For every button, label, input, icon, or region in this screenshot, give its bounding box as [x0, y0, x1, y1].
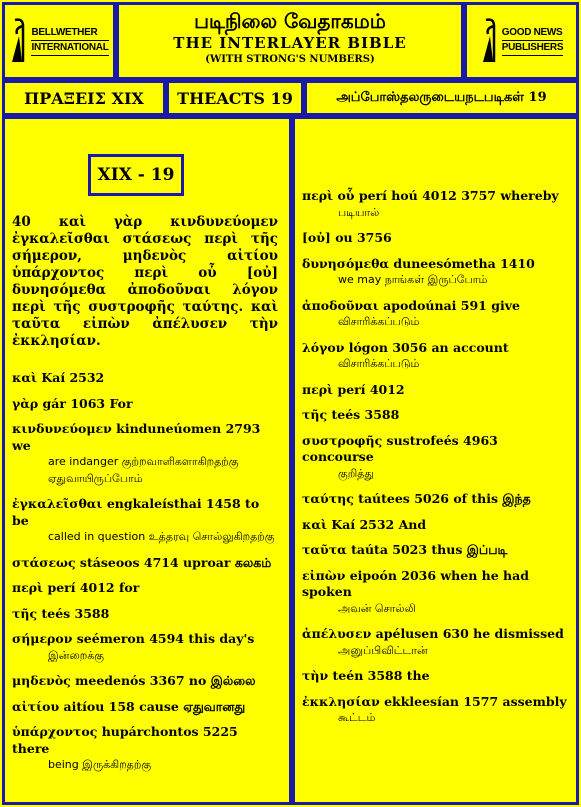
entry-line1: μηδενὸς meedenós 3367 no இல்லை — [12, 673, 256, 688]
title-english: THE INTERLAYER BIBLE — [173, 34, 407, 52]
entry-line1: τῆς teés 3588 — [302, 407, 400, 422]
book-greek: ΠΡΑΞΕΙΣ XIX — [2, 80, 166, 116]
word-entry — [12, 724, 278, 774]
entry-line1: στάσεως stáseoos 4714 uproar கலகம் — [12, 554, 272, 570]
word-entry — [12, 421, 278, 487]
entry-line1: [οὐ] ou 3756 — [302, 230, 392, 245]
entry-line2: விசாரிக்கப்படும் — [338, 357, 420, 370]
entry-line2: being இருக்கிறதற்கு — [48, 758, 152, 771]
entry-line1: τῆς teés 3588 — [12, 605, 110, 621]
word-entry — [302, 188, 568, 221]
right-logo-line1: GOOD NEWS — [502, 26, 563, 41]
entry-line1: καὶ Kaí 2532 — [12, 370, 105, 385]
word-entry — [302, 517, 568, 534]
entry-line2: we may நாங்கள் இருப்போம் — [338, 273, 488, 286]
entry-line1: λόγον lógon 3056 an account — [302, 339, 509, 355]
entry-line1: περὶ perí 4012 for — [12, 580, 140, 595]
word-entry — [302, 382, 568, 399]
word-entry — [12, 555, 278, 572]
word-entry — [12, 396, 278, 413]
entry-line1: κινδυνεύομεν kinduneúomen 2793 we — [12, 421, 261, 453]
entry-line2: called in question உத்தரவு சொல்லுகிறதற்கு — [48, 530, 275, 543]
entry-line1: εἰπὼν eipoón 2036 when he had spoken — [302, 567, 529, 599]
shepherd-icon — [480, 18, 500, 64]
word-entry — [12, 699, 278, 716]
entry-line1: τὴν teén 3588 the — [302, 668, 430, 683]
entry-line2: இன்றைக்கு — [48, 648, 105, 662]
left-entry-list — [12, 370, 278, 783]
left-logo-line2: INTERNATIONAL — [31, 41, 108, 56]
verse-text: 40 καὶ γὰρ κινδυνεύομεν ἐγκαλεῖσθαι στάσεως περὶ τῆς σήμερον, μηδενὸς αἰτίου ὑπάρχοντος περὶ οὗ [οὐ] δυνησόμεθα ἀποδοῦναι λόγον περὶ τῆς συστροφῆς ταύτης. καὶ ταῦτα εἰπὼν ἀπέλυσεν τὴν ἐκκλησίαν. — [12, 214, 278, 349]
word-entry — [302, 433, 568, 483]
entry-line1: συστροφῆς sustrofeés 4963 concourse — [302, 432, 498, 464]
book-english: THEACTS 19 — [166, 80, 304, 116]
bellwether-logo — [2, 2, 116, 80]
entry-line1: σήμερον seémeron 4594 this day's — [12, 631, 255, 646]
word-entry — [302, 256, 568, 289]
word-entry — [12, 631, 278, 664]
word-entry — [302, 626, 568, 659]
word-entry — [302, 230, 568, 247]
verse-reference: XIX - 19 — [88, 154, 184, 196]
entry-line2: குறித்து — [338, 466, 374, 480]
entry-line1: ἐκκλησίαν ekkleesían 1577 assembly — [302, 693, 567, 709]
word-entry — [302, 568, 568, 618]
entry-line1: καὶ Kaí 2532 And — [302, 516, 427, 532]
entry-line1: ταύτης taútees 5026 of this இந்த — [302, 491, 531, 506]
title-tamil: படிநிலை வேதாகமம் — [194, 9, 386, 33]
entry-line2: அவன் சொல்லி — [338, 601, 416, 615]
entry-line1: ἀποδοῦναι apodoúnai 591 give — [302, 297, 520, 313]
entry-line1: περὶ οὗ perí hoú 4012 3757 whereby — [302, 188, 559, 203]
word-entry — [302, 298, 568, 331]
book-tamil: அப்போஸ்தலருடையநடபடிகள் 19 — [304, 80, 579, 116]
left-logo-line1: BELLWETHER — [31, 26, 108, 41]
entry-line2: கூட்டம் — [338, 711, 376, 724]
entry-line1: αἰτίου aitíou 158 cause ஏதுவானது — [12, 698, 246, 714]
entry-line1: περὶ perí 4012 — [302, 381, 405, 397]
word-entry — [302, 340, 568, 373]
word-entry — [302, 491, 568, 508]
word-entry — [12, 673, 278, 690]
entry-line1: ἀπέλυσεν apélusen 630 he dismissed — [302, 626, 564, 641]
title-box — [116, 2, 464, 80]
word-entry — [12, 606, 278, 623]
entry-line1: ἐγκαλεῖσθαι engkaleísthai 1458 to be — [12, 496, 260, 528]
right-entry-list — [302, 188, 568, 736]
subtitle: (WITH STRONG'S NUMBERS) — [205, 54, 375, 65]
right-logo-line2: PUBLISHERS — [502, 41, 563, 56]
entry-line2: விசாரிக்கப்படும் — [338, 315, 420, 328]
good-news-logo — [464, 2, 579, 80]
entry-line1: ταῦτα taúta 5023 thus இப்படி — [302, 542, 508, 557]
word-entry — [12, 370, 278, 387]
word-entry — [12, 496, 278, 546]
entry-line2: are indanger குற்றவாளிகளாகிறதற்கு ஏதுவாயிருப்போம் — [48, 455, 239, 485]
word-entry — [302, 407, 568, 424]
entry-line1: δυνησόμεθα duneesómetha 1410 — [302, 255, 535, 271]
entry-line1: γὰρ gár 1063 For — [12, 395, 133, 411]
word-entry — [302, 694, 568, 727]
word-entry — [302, 542, 568, 559]
word-entry — [302, 668, 568, 685]
word-entry — [12, 580, 278, 597]
entry-line2: அனுப்பிவிட்டான் — [338, 643, 428, 657]
shepherd-icon — [9, 18, 29, 64]
entry-line1: ὑπάρχοντος hupárchontos 5225 there — [12, 724, 238, 756]
entry-line2: படியால் — [338, 205, 380, 219]
